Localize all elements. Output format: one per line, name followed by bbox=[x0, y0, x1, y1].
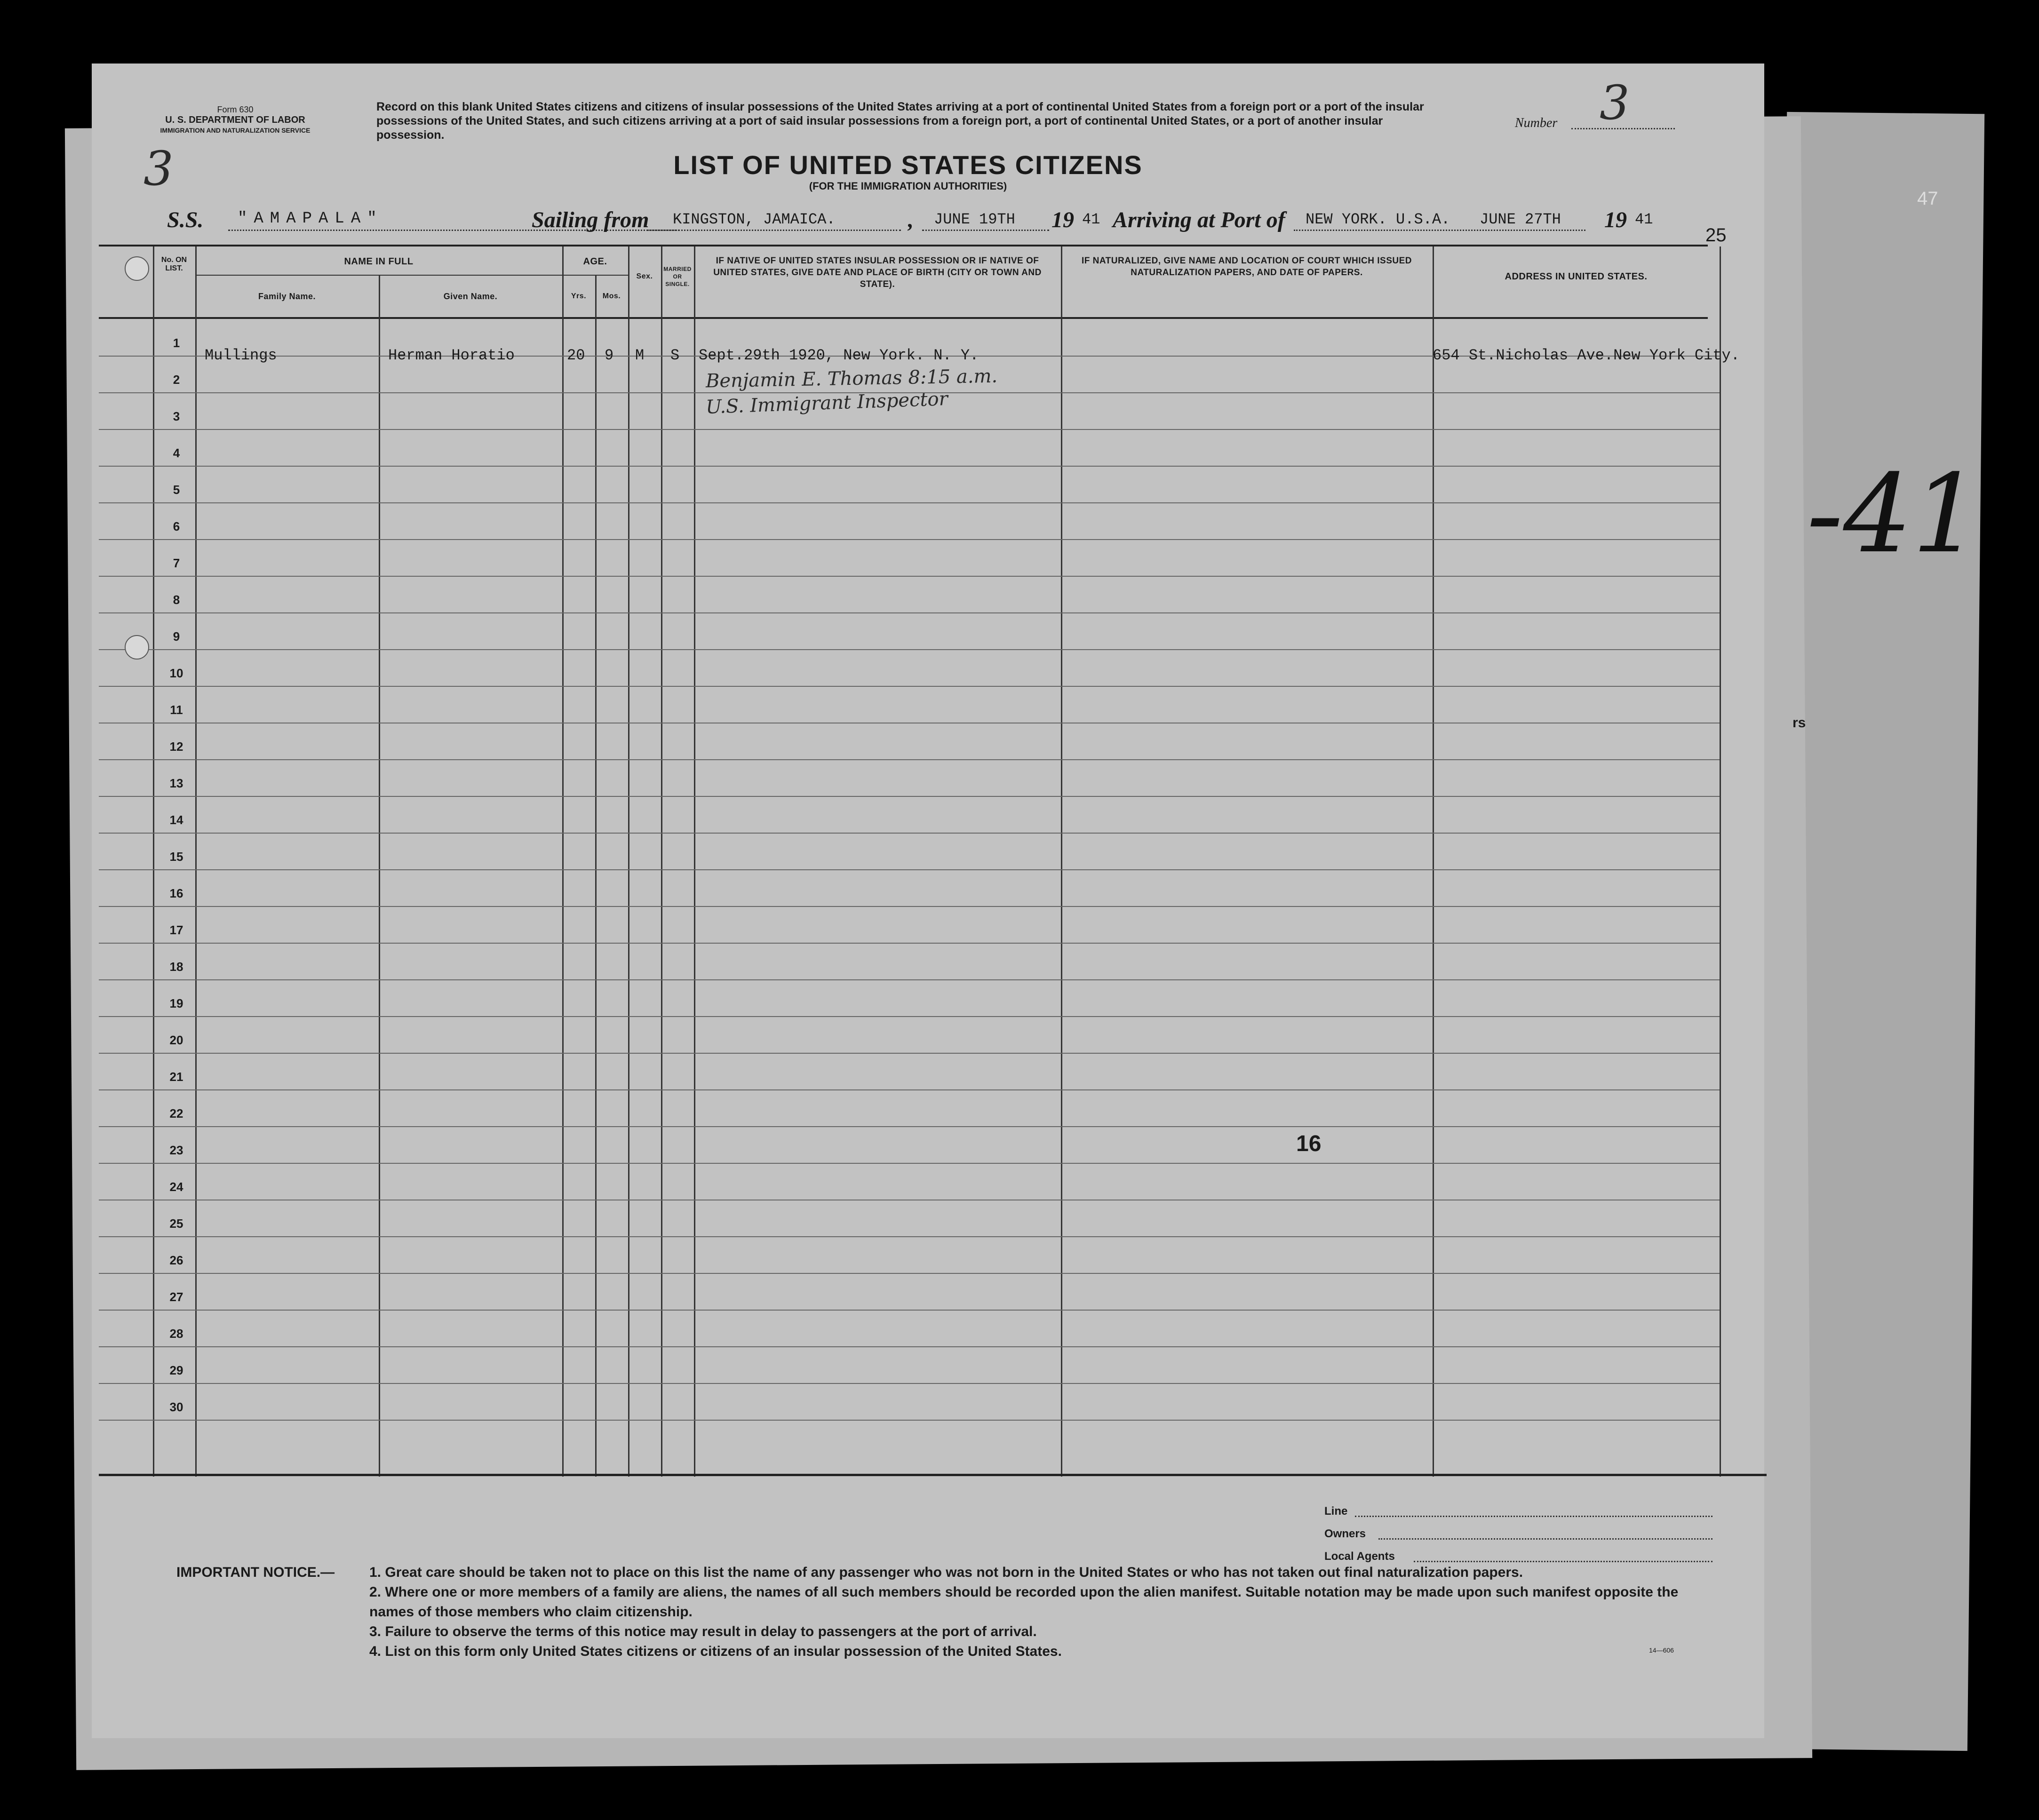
header-given-name: Given Name. bbox=[443, 292, 498, 301]
row-number: 20 bbox=[169, 1033, 183, 1047]
row-1-family-name: Mullings bbox=[205, 347, 277, 364]
department: U. S. DEPARTMENT OF LABOR bbox=[165, 115, 305, 125]
number-value: 3 bbox=[1600, 75, 1630, 130]
row-number: 1 bbox=[173, 336, 180, 350]
owners-field bbox=[1378, 1538, 1712, 1540]
owners-label: Owners bbox=[1324, 1527, 1366, 1540]
page-title: LIST OF UNITED STATES CITIZENS bbox=[673, 150, 1143, 180]
table-row bbox=[99, 576, 1720, 613]
arriving-year: 41 bbox=[1635, 211, 1653, 228]
stamp-number: 16 bbox=[1296, 1131, 1322, 1156]
table-row bbox=[99, 612, 1720, 650]
number-label: Number bbox=[1515, 116, 1558, 130]
arriving-line bbox=[1294, 230, 1585, 231]
table-row bbox=[99, 1383, 1720, 1421]
comma-1: , bbox=[908, 207, 914, 232]
table-row bbox=[99, 1346, 1720, 1384]
notice-2: 2. Where one or more members of a family are aliens, the names of all such members should be recorded upon the alien manifest. Suitable notation may be made upon such manifest opposite the names of those members who claim citizenship. bbox=[369, 1584, 1679, 1620]
notice-4: 4. List on this form only United States citizens or citizens of an insular possession of the United States. bbox=[369, 1644, 1062, 1659]
row-number: 17 bbox=[169, 923, 183, 937]
header-birth: IF NATIVE OF UNITED STATES INSULAR POSSESSION OR IF NATIVE OF UNITED STATES, GIVE DATE AND PLACE OF BIRTH (CITY OR TOWN AND STATE). bbox=[713, 256, 1042, 289]
table-row bbox=[99, 1163, 1720, 1200]
row-number: 16 bbox=[169, 886, 183, 900]
row-number: 6 bbox=[173, 519, 180, 533]
footer-rule bbox=[99, 1474, 1767, 1476]
row-number: 24 bbox=[169, 1180, 183, 1194]
header-sex: Sex. bbox=[636, 272, 653, 280]
arriving-label: Arriving at Port of bbox=[1113, 207, 1285, 232]
sheet-number: 25 bbox=[1705, 225, 1727, 246]
header-mos: Mos. bbox=[602, 292, 621, 300]
row-number: 2 bbox=[173, 373, 180, 387]
voyage-line bbox=[167, 207, 1673, 240]
sailing-date-line bbox=[922, 230, 1049, 231]
table-row bbox=[99, 539, 1720, 577]
ship-name: "AMAPALA" bbox=[238, 210, 383, 228]
line-field bbox=[1355, 1516, 1712, 1517]
table-row bbox=[99, 686, 1720, 723]
row-number: 13 bbox=[169, 776, 183, 790]
row-number: 25 bbox=[169, 1216, 183, 1231]
age-subheader-rule bbox=[562, 275, 628, 276]
manifest-table bbox=[99, 245, 1740, 1477]
sailing-from-line bbox=[647, 230, 901, 231]
row-1-mos: 9 bbox=[605, 347, 614, 364]
table-row bbox=[99, 1310, 1720, 1347]
header-family-name: Family Name. bbox=[258, 292, 316, 301]
header-no: No. ON LIST. bbox=[161, 256, 187, 272]
agents-label: Local Agents bbox=[1324, 1550, 1395, 1563]
row-number: 30 bbox=[169, 1400, 183, 1414]
form-number: Form 630 bbox=[217, 105, 254, 114]
row-number: 26 bbox=[169, 1253, 183, 1267]
sailing-year: 41 bbox=[1082, 211, 1100, 228]
form-instruction: Record on this blank United States citizens and citizens of insular possessions of the United States arriving at a port of continental United States from a foreign port or a port of the insular possessions of the United States, and such citizens arriving at a port of said insular possessions from a foreign port, a port of continental United States, or a port of another insular possession. bbox=[376, 100, 1424, 142]
row-1-given-name: Herman Horatio bbox=[388, 347, 515, 364]
page-subtitle: (FOR THE IMMIGRATION AUTHORITIES) bbox=[809, 180, 1007, 192]
row-1-birth: Sept.29th 1920, New York. N. Y. bbox=[699, 347, 979, 364]
table-row bbox=[99, 466, 1720, 503]
table-row bbox=[99, 1053, 1720, 1090]
row-number: 10 bbox=[169, 666, 183, 680]
table-row bbox=[99, 1236, 1720, 1274]
table-row bbox=[99, 1089, 1720, 1127]
binder-hole-top bbox=[125, 256, 149, 281]
row-number: 3 bbox=[173, 409, 180, 423]
sailing-date: JUNE 19TH bbox=[934, 211, 1015, 228]
row-1-marital: S bbox=[670, 347, 680, 364]
row-number: 8 bbox=[173, 593, 180, 607]
row-number: 28 bbox=[169, 1327, 183, 1341]
margin-note: 3 bbox=[143, 141, 174, 196]
name-subheader-rule bbox=[195, 275, 562, 276]
row-number: 18 bbox=[169, 960, 183, 974]
table-row bbox=[99, 723, 1720, 760]
form-code: 14—606 bbox=[1649, 1646, 1674, 1654]
header-name-in-full: NAME IN FULL bbox=[344, 256, 414, 267]
row-number: 9 bbox=[173, 629, 180, 644]
header-naturalized: IF NATURALIZED, GIVE NAME AND LOCATION OF COURT WHICH ISSUED NATURALIZATION PAPERS, AND DATE OF PAPERS. bbox=[1081, 256, 1412, 278]
row-number: 21 bbox=[169, 1070, 183, 1084]
header-married-single: MARRIED OR SINGLE. bbox=[663, 266, 692, 287]
arriving-date: JUNE 27TH bbox=[1480, 211, 1561, 228]
row-number: 15 bbox=[169, 850, 183, 864]
row-number: 12 bbox=[169, 739, 183, 754]
row-number: 7 bbox=[173, 556, 180, 570]
table-row bbox=[99, 502, 1720, 540]
col-line-end bbox=[1720, 246, 1721, 1477]
row-number: 11 bbox=[170, 703, 183, 717]
row-number: 29 bbox=[169, 1363, 183, 1377]
binder-hole-middle bbox=[125, 635, 149, 660]
agents-field bbox=[1414, 1561, 1712, 1562]
sailing-label: Sailing from bbox=[532, 207, 649, 232]
row-number: 27 bbox=[169, 1290, 183, 1304]
table-row bbox=[99, 833, 1720, 870]
service: IMMIGRATION AND NATURALIZATION SERVICE bbox=[160, 127, 311, 134]
row-number: 5 bbox=[173, 483, 180, 497]
table-row bbox=[99, 796, 1720, 834]
ss-label: S.S. bbox=[167, 207, 204, 232]
table-row bbox=[99, 649, 1720, 687]
table-row bbox=[99, 1016, 1720, 1054]
table-row bbox=[99, 979, 1720, 1017]
row-number: 22 bbox=[169, 1106, 183, 1121]
sailing-from: KINGSTON, JAMAICA. bbox=[673, 211, 836, 228]
page-number: 47 bbox=[1917, 188, 1938, 209]
table-row bbox=[99, 1126, 1720, 1164]
year-prefix-2: 19 bbox=[1604, 207, 1627, 232]
row-1-yrs: 20 bbox=[567, 347, 585, 364]
notice-title: IMPORTANT NOTICE.— bbox=[176, 1565, 335, 1580]
row-number: 23 bbox=[169, 1143, 183, 1157]
table-row bbox=[99, 869, 1720, 907]
table-row bbox=[99, 759, 1720, 797]
table-row bbox=[99, 906, 1720, 944]
row-number: 4 bbox=[173, 446, 180, 460]
table-row bbox=[99, 1200, 1720, 1237]
line-label: Line bbox=[1324, 1505, 1348, 1518]
row-1-address: 654 St.Nicholas Ave.New York City. bbox=[1433, 347, 1740, 364]
arriving-port: NEW YORK. U.S.A. bbox=[1306, 211, 1450, 228]
table-row bbox=[99, 429, 1720, 467]
table-rows bbox=[99, 319, 1720, 1476]
year-prefix-1: 19 bbox=[1051, 207, 1074, 232]
notice-3: 3. Failure to observe the terms of this notice may result in delay to passengers at the port of arrival. bbox=[369, 1624, 1037, 1639]
row-number: 14 bbox=[169, 813, 183, 827]
row-1-sex: M bbox=[635, 347, 645, 364]
side-note: -41 bbox=[1807, 452, 1981, 577]
header-address: ADDRESS IN UNITED STATES. bbox=[1505, 271, 1648, 282]
inspector-signature: Benjamin E. Thomas 8:15 a.m. bbox=[705, 365, 998, 392]
inspector-title: U.S. Immigrant Inspector bbox=[705, 388, 948, 418]
row-number: 19 bbox=[169, 996, 183, 1010]
header-yrs: Yrs. bbox=[571, 292, 587, 300]
table-row bbox=[99, 943, 1720, 980]
notice-1: 1. Great care should be taken not to place on this list the name of any passenger who was not born in the United States or who has not taken out final naturalization papers. bbox=[369, 1565, 1523, 1580]
header-age: AGE. bbox=[583, 256, 607, 267]
table-row bbox=[99, 1273, 1720, 1311]
side-fragment: rs bbox=[1792, 715, 1806, 731]
